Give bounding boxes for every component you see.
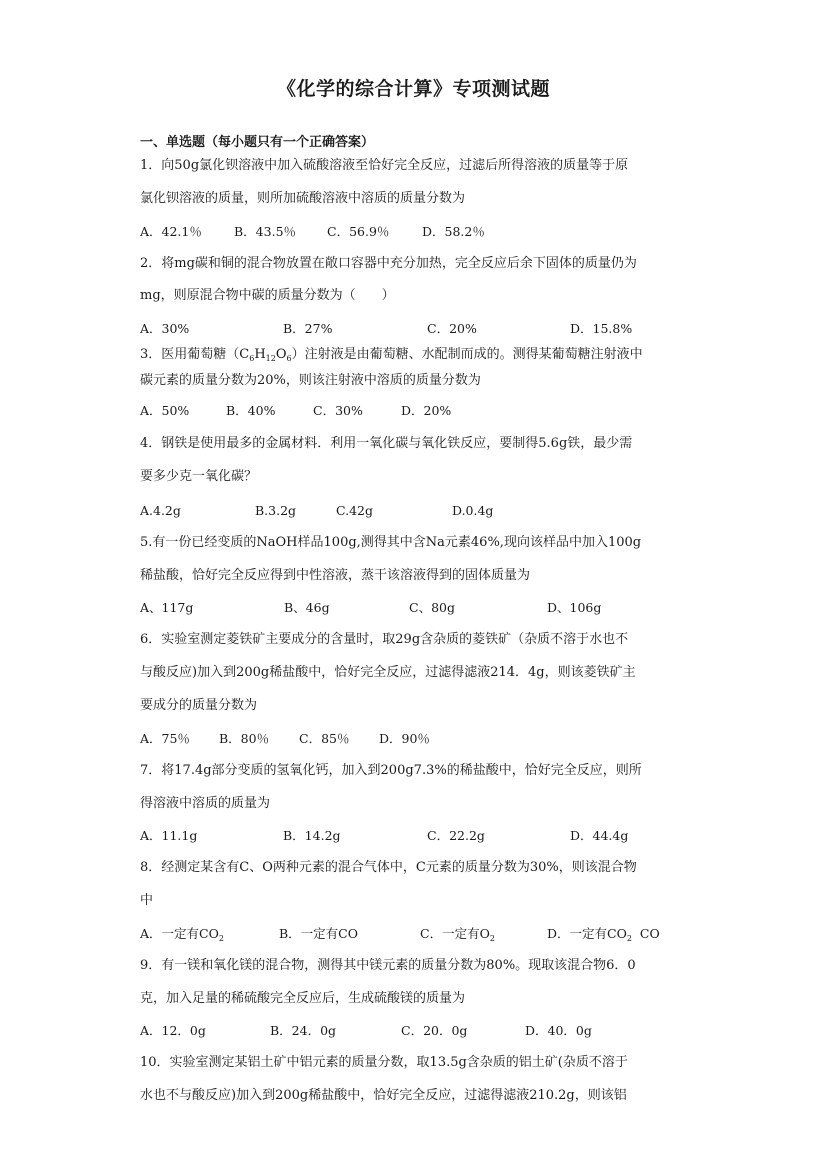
question-2-option-a: A．30% <box>140 321 190 336</box>
question-6-option-c: C．85％ <box>299 731 350 746</box>
question-8-line-2: 中 <box>140 893 154 908</box>
question-4-line-1: 4．钢铁是使用最多的金属材料．利用一氧化碳与氧化铁反应，要制得5.6g铁，最少需 <box>140 436 633 451</box>
question-9-option-c: C．20．0g <box>401 1023 468 1038</box>
question-2-option-b: B．27% <box>283 321 333 336</box>
question-3-option-a: A．50% <box>140 403 190 418</box>
question-9-line-2: 克，加入足量的稀硫酸完全反应后，生成硫酸镁的质量为 <box>140 991 466 1006</box>
question-1-option-c: C．56.9％ <box>327 224 390 239</box>
question-2-option-d: D．15.8% <box>570 321 633 336</box>
question-9-option-b: B．24．0g <box>270 1023 337 1038</box>
question-8-option-a: A．一定有$CO_2$ <box>140 926 224 943</box>
question-6-option-b: B．80％ <box>219 731 270 746</box>
question-4-option-c: C.42g <box>336 503 373 518</box>
question-7-option-a: A．11.1g <box>140 828 198 843</box>
question-5-option-c: C、80g <box>409 600 455 615</box>
question-4-option-d: D.0.4g <box>452 503 494 518</box>
question-8-option-b: B．一定有CO <box>279 926 358 941</box>
question-1-option-b: B．43.5％ <box>234 224 297 239</box>
question-1-line-1: 1．向50g氯化钡溶液中加入硫酸溶液至恰好完全反应，过滤后所得溶液的质量等于原 <box>140 158 629 173</box>
question-5-line-2: 稀盐酸，恰好完全反应得到中性溶液，蒸干该溶液得到的固体质量为 <box>140 568 531 583</box>
question-7-option-c: C．22.2g <box>427 828 485 843</box>
question-8-option-d: D．一定有$CO_2$ CO <box>547 926 660 943</box>
question-10-line-1: 10．实验室测定某铝土矿中铝元素的质量分数，取13.5g含杂质的铝土矿(杂质不溶于 <box>140 1055 628 1070</box>
question-6-line-2: 与酸反应)加入到200g稀盐酸中，恰好完全反应，过滤得滤液214．4g，则该菱铁矿主 <box>140 665 636 680</box>
question-6-line-3: 要成分的质量分数为 <box>140 698 258 713</box>
question-5-line-1: 5.有一份已经变质的NaOH样品100g,测得其中含Na元素46%,现向该样品中加入100g <box>140 535 642 550</box>
question-1-line-2: 氯化钡溶液的质量，则所加硫酸溶液中溶质的质量分数为 <box>140 191 466 206</box>
question-5-option-a: A、117g <box>140 600 194 615</box>
question-3-option-b: B．40% <box>226 403 276 418</box>
question-2-option-c: C．20% <box>427 321 477 336</box>
question-1-option-a: A．42.1％ <box>140 224 202 239</box>
question-5-option-d: D、106g <box>547 600 602 615</box>
question-9-line-1: 9．有一镁和氧化镁的混合物，测得其中镁元素的质量分数为80%。现取该混合物6．0 <box>140 958 636 973</box>
question-8-line-1: 8．经测定某含有C、O两种元素的混合气体中，C元素的质量分数为30%，则该混合物 <box>140 860 637 875</box>
question-8-option-c: C．一定有$O_2$ <box>420 926 495 943</box>
question-3-option-d: D．20% <box>401 403 452 418</box>
question-5-option-b: B、46g <box>284 600 330 615</box>
question-4-line-2: 要多少克一氧化碳？ <box>140 469 258 484</box>
question-2-line-1: 2．将mg碳和铜的混合物放置在敞口容器中充分加热，完全反应后余下固体的质量仍为 <box>140 256 637 271</box>
question-9-option-a: A．12．0g <box>140 1023 206 1038</box>
question-1-option-d: D．58.2％ <box>422 224 485 239</box>
question-6-option-d: D．90％ <box>379 731 430 746</box>
question-9-option-d: D．40．0g <box>525 1023 592 1038</box>
question-7-option-b: B．14.2g <box>283 828 341 843</box>
question-3-line-2: 碳元素的质量分数为20%，则该注射液中溶质的质量分数为 <box>140 373 481 388</box>
question-7-line-2: 得溶液中溶质的质量为 <box>140 796 271 811</box>
question-7-line-1: 7．将17.4g部分变质的氢氧化钙，加入到200g7.3%的稀盐酸中，恰好完全反应，则所 <box>140 763 642 778</box>
question-3-line-1: 3．医用葡萄糖$(C_6H_{12}O_6)$注射液是由葡萄糖、水配制而成的。测得某葡萄糖注射液中 <box>140 347 643 363</box>
section-heading: 一、单选题（每小题只有一个正确答案） <box>140 135 375 150</box>
question-3-option-c: C．30% <box>313 403 363 418</box>
question-6-option-a: A．75％ <box>140 731 190 746</box>
page-title: 《化学的综合计算》专项测试题 <box>276 78 550 100</box>
question-6-line-1: 6．实验室测定菱铁矿主要成分的含量时，取29g含杂质的菱铁矿（杂质不溶于水也不 <box>140 632 629 647</box>
question-7-option-d: D．44.4g <box>570 828 629 843</box>
question-10-line-2: 水也不与酸反应)加入到200g稀盐酸中，恰好完全反应，过滤得滤液210.2g，则该铝 <box>140 1088 627 1103</box>
question-4-option-a: A.4.2g <box>140 503 181 518</box>
question-2-line-2: mg，则原混合物中碳的质量分数为（ ） <box>140 288 395 303</box>
question-4-option-b: B.3.2g <box>255 503 297 518</box>
